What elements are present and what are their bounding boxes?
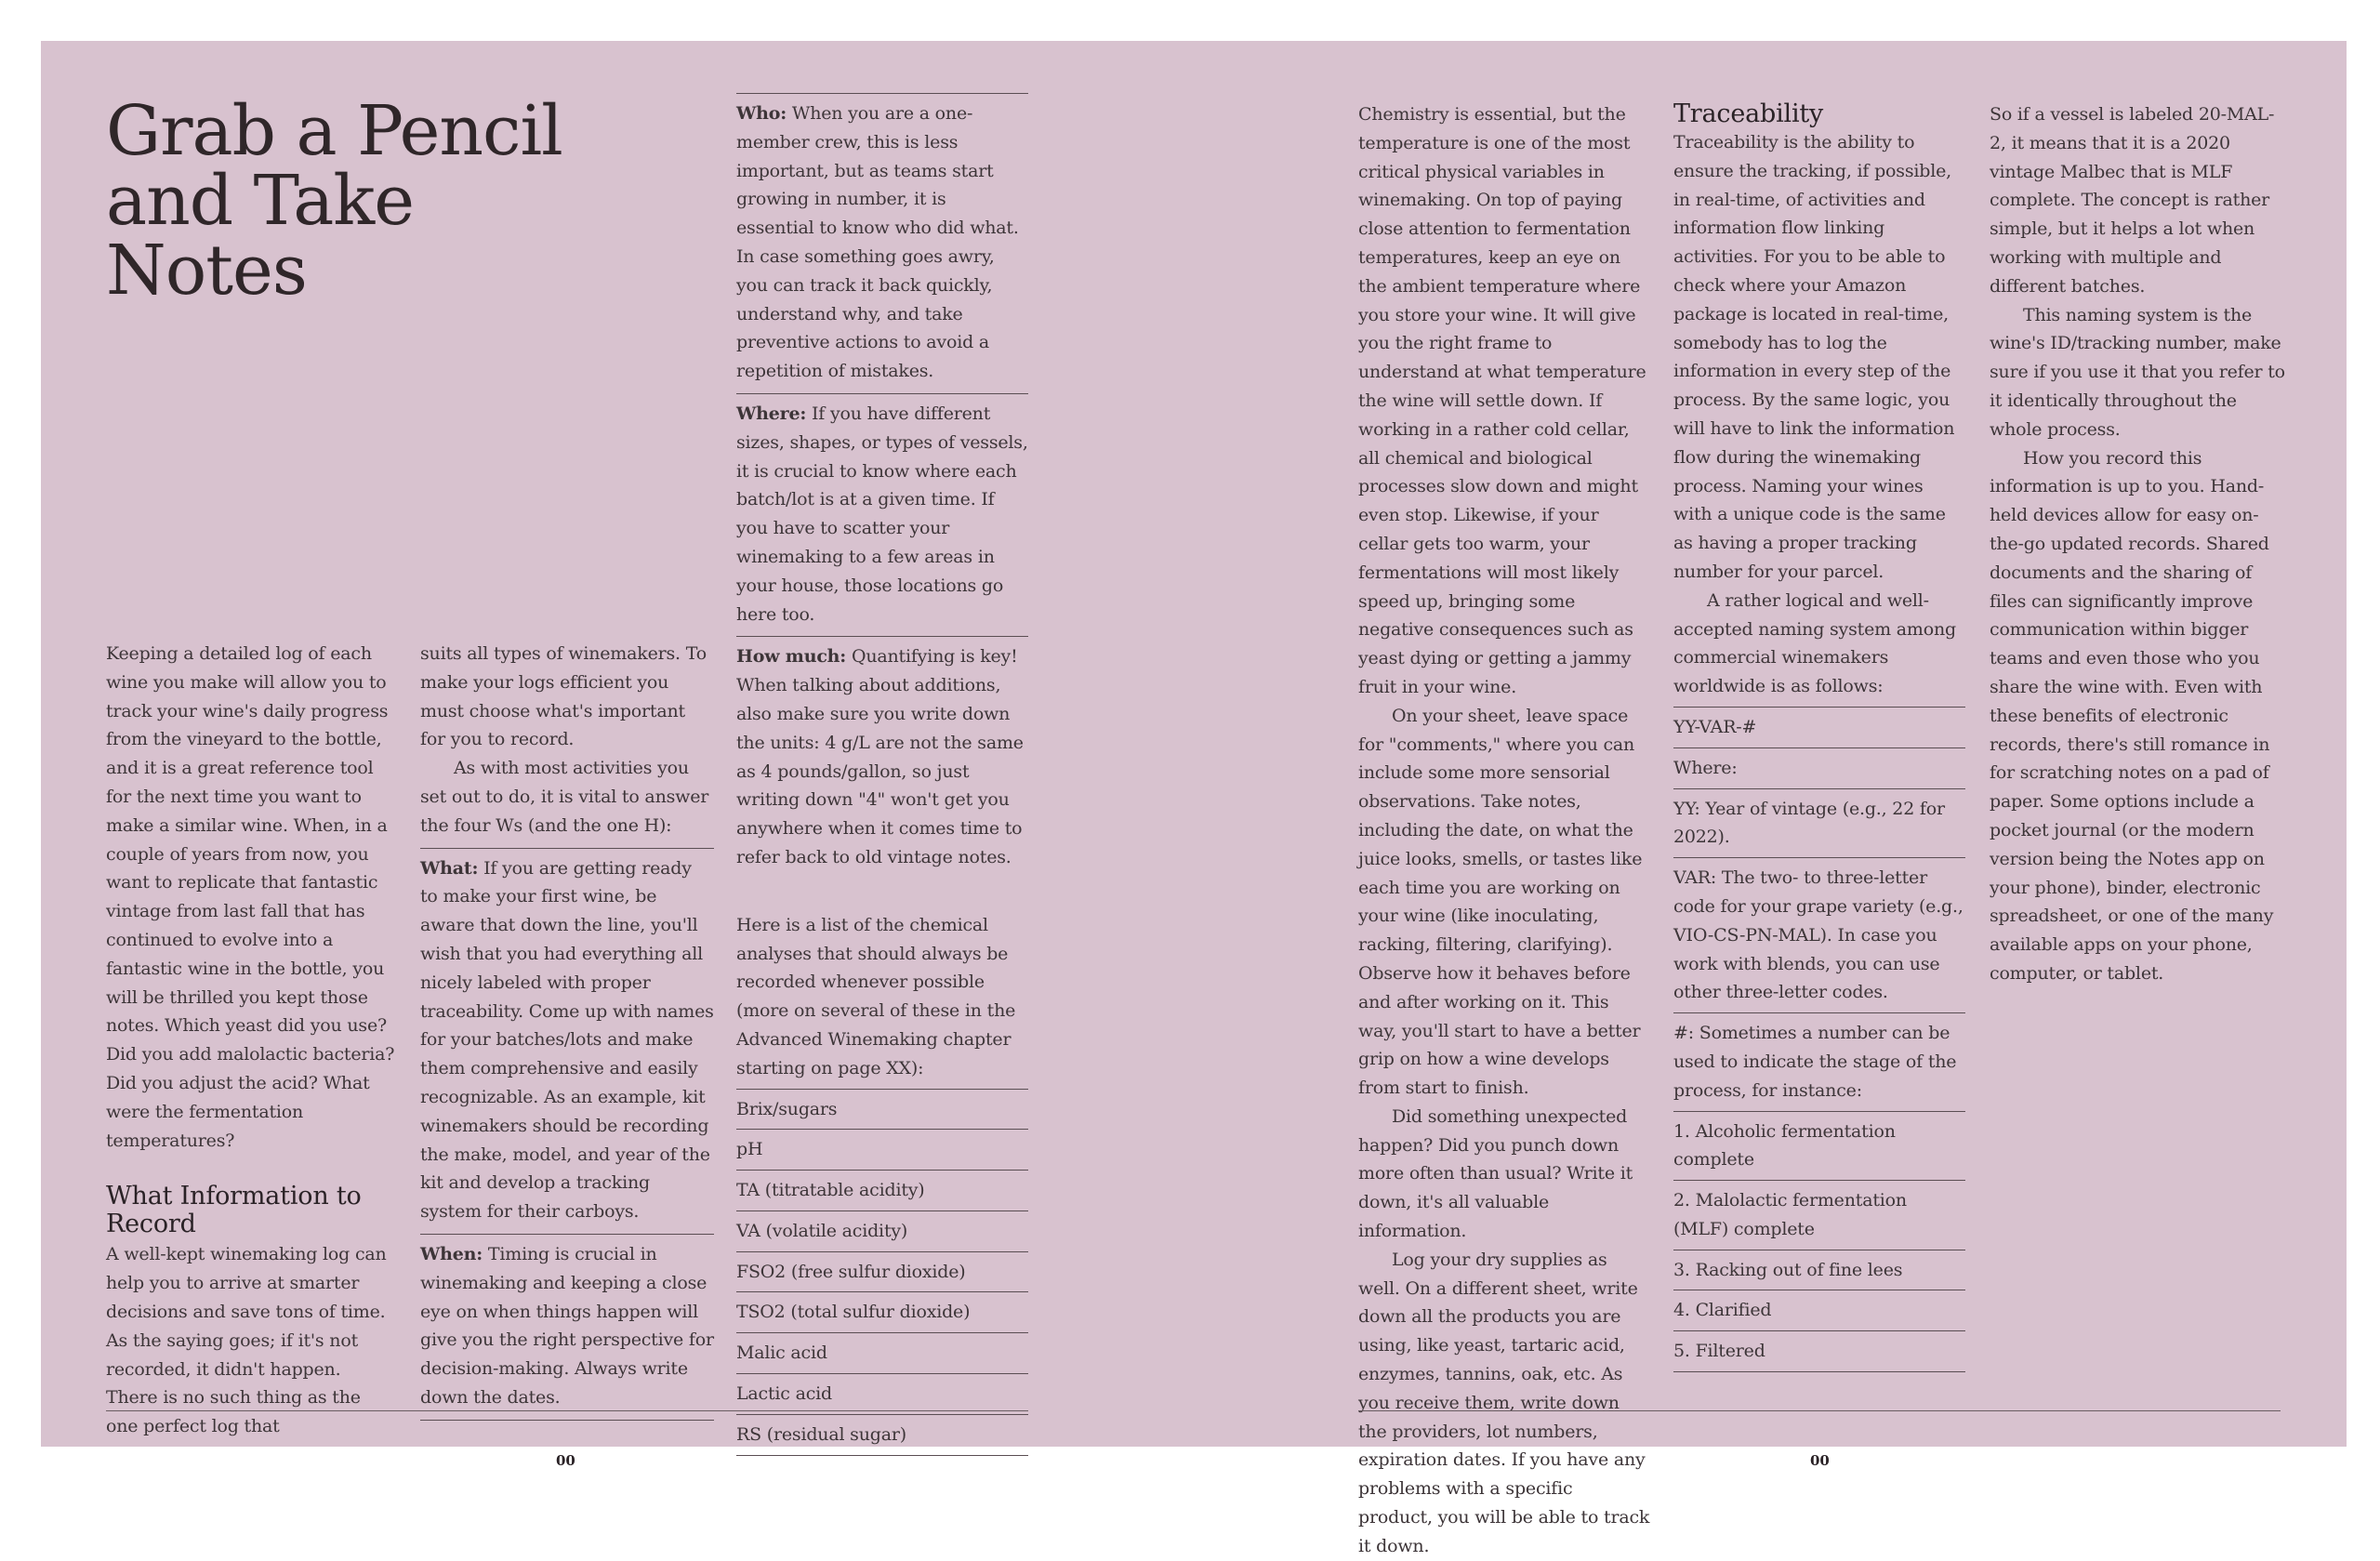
where-item: Where: If you have different sizes, shapes, or types of vessels, it is crucial to know where each batch/lot is at a given time. If you have to scatter your winemaking to a few areas in your house, those locations go here too. bbox=[736, 393, 1028, 636]
comments-paragraph: On your sheet, leave space for "comments," where you can include some more sensorial observations. Take notes, including the date, on what the juice looks, smells, or tastes like each time you are working on your wine (like inoculating, racking, filtering, clarifying). Observe how it behaves before and after working on it. This way, you'll start to have a better grip on how a wine develops from start to finish. bbox=[1358, 705, 1643, 1099]
col2-paragraph-2: As with most activities you set out to do, it is vital to answer the four Ws (and the one H): bbox=[420, 758, 709, 836]
left-page-number: 00 bbox=[556, 1452, 575, 1469]
when-item: When: Timing is crucial in winemaking and keeping a close eye on when things happen will give you the right perspective for decision-making. Always write down the dates. bbox=[420, 1234, 714, 1421]
what-item: What: If you are getting ready to make your first wine, be aware that down the line, you'll wish that you had everything all nicely labeled with proper traceability. Come up with names for your batches/lots and make them comprehensive and easily recognizable. As an example, kit winemakers should be recording the make, model, and year of the kit and develop a tracking system for their carboys. bbox=[420, 848, 714, 1234]
unexpected-paragraph: Did something unexpected happen? Did you punch down more often than usual? Write it down, it's all valuable information. bbox=[1358, 1105, 1633, 1242]
left-column-2 bbox=[420, 640, 714, 1421]
analysis-item: Lactic acid bbox=[736, 1373, 1028, 1414]
analyses-intro: Here is a list of the chemical analyses that should always be recorded whenever possible (more on several of these in the Advanced Winemaking chapter starting on page XX): bbox=[736, 914, 1016, 1078]
analysis-item: VA (volatile acidity) bbox=[736, 1210, 1028, 1251]
analysis-item: Brix/sugars bbox=[736, 1089, 1028, 1130]
dry-supplies-paragraph: Log your dry supplies as well. On a different sheet, write down all the products you are using, like yeast, tartaric acid, enzymes, tannins, oak, etc. As you receive them, write down the providers, lot numbers, expiration dates. If you have any problems with a specific product, you will be able to track it down. bbox=[1358, 1249, 1650, 1556]
analysis-item: FSO2 (free sulfur dioxide) bbox=[736, 1251, 1028, 1292]
stage-row: 2. Malolactic fermentation (MLF) complete bbox=[1673, 1180, 1965, 1250]
left-column-3 bbox=[736, 93, 1028, 1456]
naming-system-list bbox=[1673, 707, 1965, 1372]
naming-row: #: Sometimes a number can be used to indicate the stage of the process, for instance: bbox=[1673, 1012, 1965, 1110]
right-column-3 bbox=[1990, 100, 2287, 988]
section-heading: What Information to Record bbox=[106, 1182, 362, 1239]
right-footer-rule bbox=[1358, 1410, 2281, 1411]
section-paragraph: A well-kept winemaking log can help you to arrive at smarter decisions and save tons of time. As the saying goes; if it's not recorded, it didn't happen. There is no such thing as the one perfect log that bbox=[106, 1244, 387, 1437]
id-paragraph: This naming system is the wine's ID/tracking number, make sure if you use it that you refer to it identically throughout the whole process. bbox=[1990, 304, 2285, 440]
col2-paragraph-1: suits all types of winemakers. To make your logs efficient you must choose what's important for you to record. bbox=[420, 643, 707, 750]
naming-row: YY: Year of vintage (e.g., 22 for 2022). bbox=[1673, 788, 1965, 858]
traceability-paragraph: Traceability is the ability to ensure the tracking, if possible, in real-time, of activities and information flow linking activities. For you to be able to check where your Amazon package is located in real-time, somebody has to log the information in every step of the process. By the same logic, you will have to link the information flow during the winemaking process. Naming your wines with a unique code is the same as having a proper tracking number for your parcel. bbox=[1673, 132, 1955, 582]
left-column-1 bbox=[106, 640, 396, 1441]
right-page-number: 00 bbox=[1810, 1452, 1830, 1469]
stage-row: 3. Racking out of fine lees bbox=[1673, 1250, 1965, 1290]
stage-row: 5. Filtered bbox=[1673, 1330, 1965, 1372]
left-footer-rule bbox=[106, 1410, 1028, 1411]
naming-paragraph: A rather logical and well-accepted naming system among commercial winemakers worldwide is as follows: bbox=[1673, 589, 1956, 697]
naming-row: Where: bbox=[1673, 747, 1965, 788]
how-much-item: How much: Quantifying is key! When talking about additions, also make sure you write down the units: 4 g/L are not the same as 4 pounds/gallon, so just writing down "4" won't get you anywhere when it comes time to refer back to old vintage notes. bbox=[736, 636, 1028, 879]
intro-paragraph: Keeping a detailed log of each wine you make will allow you to track your wine's daily progress from the vineyard to the bottle, and it is a great reference tool for the next time you want to make a similar wine. When, in a couple of years from now, you want to replicate that fantastic vintage from last fall that has continued to evolve into a fantastic wine in the bottle, you will be thrilled you kept those notes. Which yeast did you use? Did you add malolactic bacteria? Did you adjust the acid? What were the fermentation temperatures? bbox=[106, 643, 395, 1151]
vessel-label-paragraph: So if a vessel is labeled 20-MAL-2, it means that it is a 2020 vintage Malbec that is MLF complete. The concept is rather simple, but it helps a lot when working with multiple and different batches. bbox=[1990, 104, 2275, 297]
traceability-heading: Traceability bbox=[1673, 99, 1824, 128]
right-column-2 bbox=[1673, 100, 1965, 1372]
naming-row: YY-VAR-# bbox=[1673, 707, 1965, 747]
analysis-item: pH bbox=[736, 1129, 1028, 1170]
analysis-item: RS (residual sugar) bbox=[736, 1414, 1028, 1456]
naming-row: VAR: The two- to three-letter code for your grape variety (e.g., VIO-CS-PN-MAL). In case you work with blends, you can use other three-letter codes. bbox=[1673, 857, 1965, 1012]
who-item: Who: When you are a one-member crew, this is less important, but as teams start growing in number, it is essential to know who did what. In case something goes awry, you can track it back quickly, understand why, and take preventive actions to avoid a repetition of mistakes. bbox=[736, 93, 1028, 393]
stage-row: 1. Alcoholic fermentation complete bbox=[1673, 1111, 1965, 1181]
right-column-1 bbox=[1358, 100, 1650, 1561]
page-title: Grab a Pencil and Take Notes bbox=[106, 91, 562, 311]
analysis-item: TA (titratable acidity) bbox=[736, 1170, 1028, 1210]
analysis-item: TSO2 (total sulfur dioxide) bbox=[736, 1291, 1028, 1332]
recording-paragraph: How you record this information is up to you. Hand-held devices allow for easy on-the-go updated records. Shared documents and the sharing of files can significantly improve communication within bigger teams and even those who you share the wine with. Even with these benefits of electronic records, there's still romance in for scratching notes on a pad of paper. Some options include a pocket journal (or the modern version being the Notes app on your phone), binder, electronic spreadsheet, or one of the many available apps on your phone, computer, or tablet. bbox=[1990, 447, 2274, 984]
temperature-paragraph: Chemistry is essential, but the temperature is one of the most critical physical variables in winemaking. On top of paying close attention to fermentation temperatures, keep an eye on the ambient temperature where you store your wine. It will give you the right frame to understand at what temperature the wine will settle down. If working in a rather cold cellar, all chemical and biological processes slow down and might even stop. Likewise, if your cellar gets too warm, your fermentations will most likely speed up, bringing some negative consequences such as yeast dying or getting a jammy fruit in your wine. bbox=[1358, 104, 1646, 697]
analyses-list bbox=[736, 1089, 1028, 1456]
stage-row: 4. Clarified bbox=[1673, 1290, 1965, 1330]
analysis-item: Malic acid bbox=[736, 1332, 1028, 1373]
